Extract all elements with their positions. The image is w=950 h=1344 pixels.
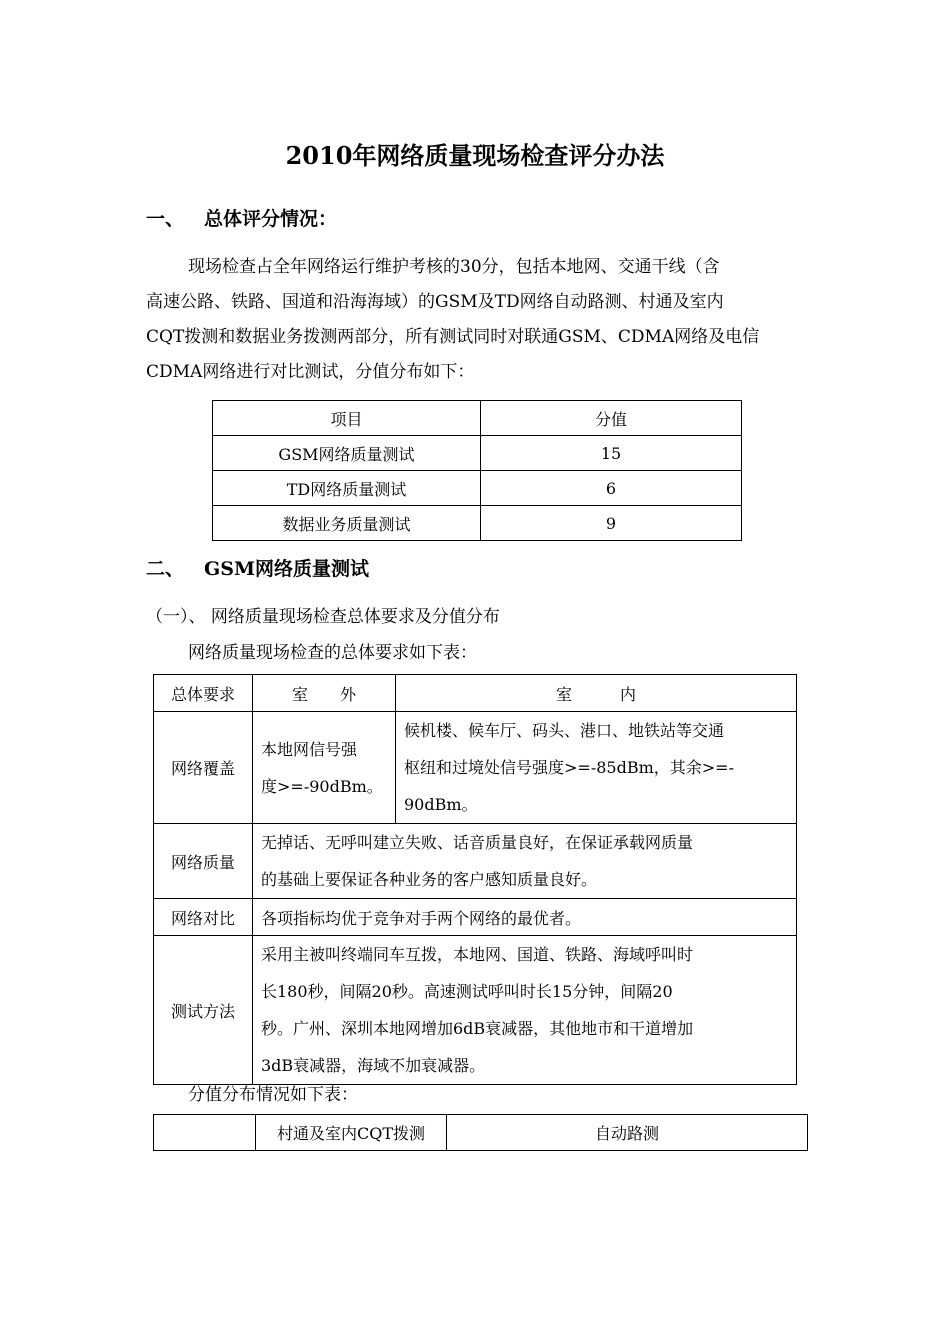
header-score: 分值	[481, 401, 742, 436]
coverage-label: 网络覆盖	[154, 712, 253, 824]
row-item: 数据业务质量测试	[213, 506, 481, 541]
quality-line: 的基础上要保证各种业务的客户感知质量良好。	[261, 870, 598, 889]
section2-number: 二、	[146, 558, 185, 580]
score-summary-table	[212, 400, 742, 541]
header-empty	[154, 1115, 256, 1151]
method-line: 秒。广州、深圳本地网增加6dB衰减器，其他地市和干道增加	[261, 1019, 694, 1038]
compare-label: 网络对比	[154, 899, 253, 936]
document-title: 2010年网络质量现场检查评分办法	[285, 141, 665, 170]
quality-text	[253, 824, 797, 899]
section1-para-line-3: CQT拨测和数据业务拨测两部分，所有测试同时对联通GSM、CDMA网络及电信	[146, 327, 760, 347]
table-row-compare	[154, 899, 797, 936]
method-line: 3dB衰减器，海域不加衰减器。	[261, 1056, 486, 1075]
quality-line: 无掉话、无呼叫建立失败、话音质量良好，在保证承载网质量	[261, 833, 694, 852]
header-cqt: 村通及室内CQT拨测	[256, 1115, 447, 1151]
section1-para-line-1: 现场检查占全年网络运行维护考核的30分，包括本地网、交通干线（含	[188, 257, 720, 277]
coverage-outdoor-line: 度>=-90dBm。	[261, 776, 383, 796]
coverage-outdoor	[253, 712, 396, 824]
coverage-indoor	[396, 712, 797, 824]
row-item: TD网络质量测试	[213, 471, 481, 506]
score-distribution-table	[153, 1114, 808, 1151]
header-drive-test: 自动路测	[447, 1115, 808, 1151]
header-outdoor: 室 外	[253, 675, 396, 712]
coverage-indoor-line: 候机楼、候车厅、码头、港口、地铁站等交通	[404, 721, 725, 740]
header-item: 项目	[213, 401, 481, 436]
requirements-table	[153, 674, 797, 1085]
table-row-coverage	[154, 712, 797, 824]
row-score: 6	[481, 471, 742, 506]
method-text	[253, 936, 797, 1085]
table-header-row	[154, 1115, 808, 1151]
row-item: GSM网络质量测试	[213, 436, 481, 471]
coverage-indoor-line: 枢纽和过境处信号强度>=-85dBm，其余>=-	[404, 758, 734, 777]
header-indoor: 室 内	[396, 675, 797, 712]
quality-label: 网络质量	[154, 824, 253, 899]
section1-para-line-4: CDMA网络进行对比测试，分值分布如下：	[146, 362, 475, 382]
subsection-heading: （一）、 网络质量现场检查总体要求及分值分布	[146, 607, 500, 627]
score-distribution-intro: 分值分布情况如下表：	[188, 1085, 358, 1105]
table-row	[213, 506, 742, 541]
section1-para-line-2: 高速公路、铁路、国道和沿海海域）的GSM及TD网络自动路测、村通及室内	[146, 292, 724, 312]
row-score: 15	[481, 436, 742, 471]
section1-heading: 总体评分情况：	[204, 208, 338, 230]
row-score: 9	[481, 506, 742, 541]
coverage-outdoor-line: 本地网信号强	[261, 739, 358, 759]
section1-number: 一、	[146, 208, 185, 230]
section2-heading: GSM网络质量测试	[204, 558, 369, 580]
table-header-row	[213, 401, 742, 436]
compare-text: 各项指标均优于竞争对手两个网络的最优者。	[253, 899, 797, 936]
coverage-indoor-line: 90dBm。	[404, 795, 478, 814]
table-row	[213, 471, 742, 506]
method-line: 长180秒，间隔20秒。高速测试呼叫时长15分钟，间隔20	[261, 982, 673, 1001]
method-line: 采用主被叫终端同车互拨，本地网、国道、铁路、海域呼叫时	[261, 945, 694, 964]
method-label: 测试方法	[154, 936, 253, 1085]
table-row	[213, 436, 742, 471]
table-row-method	[154, 936, 797, 1085]
table-header-row	[154, 675, 797, 712]
requirements-intro: 网络质量现场检查的总体要求如下表：	[188, 643, 477, 663]
header-requirement: 总体要求	[154, 675, 253, 712]
table-row-quality	[154, 824, 797, 899]
